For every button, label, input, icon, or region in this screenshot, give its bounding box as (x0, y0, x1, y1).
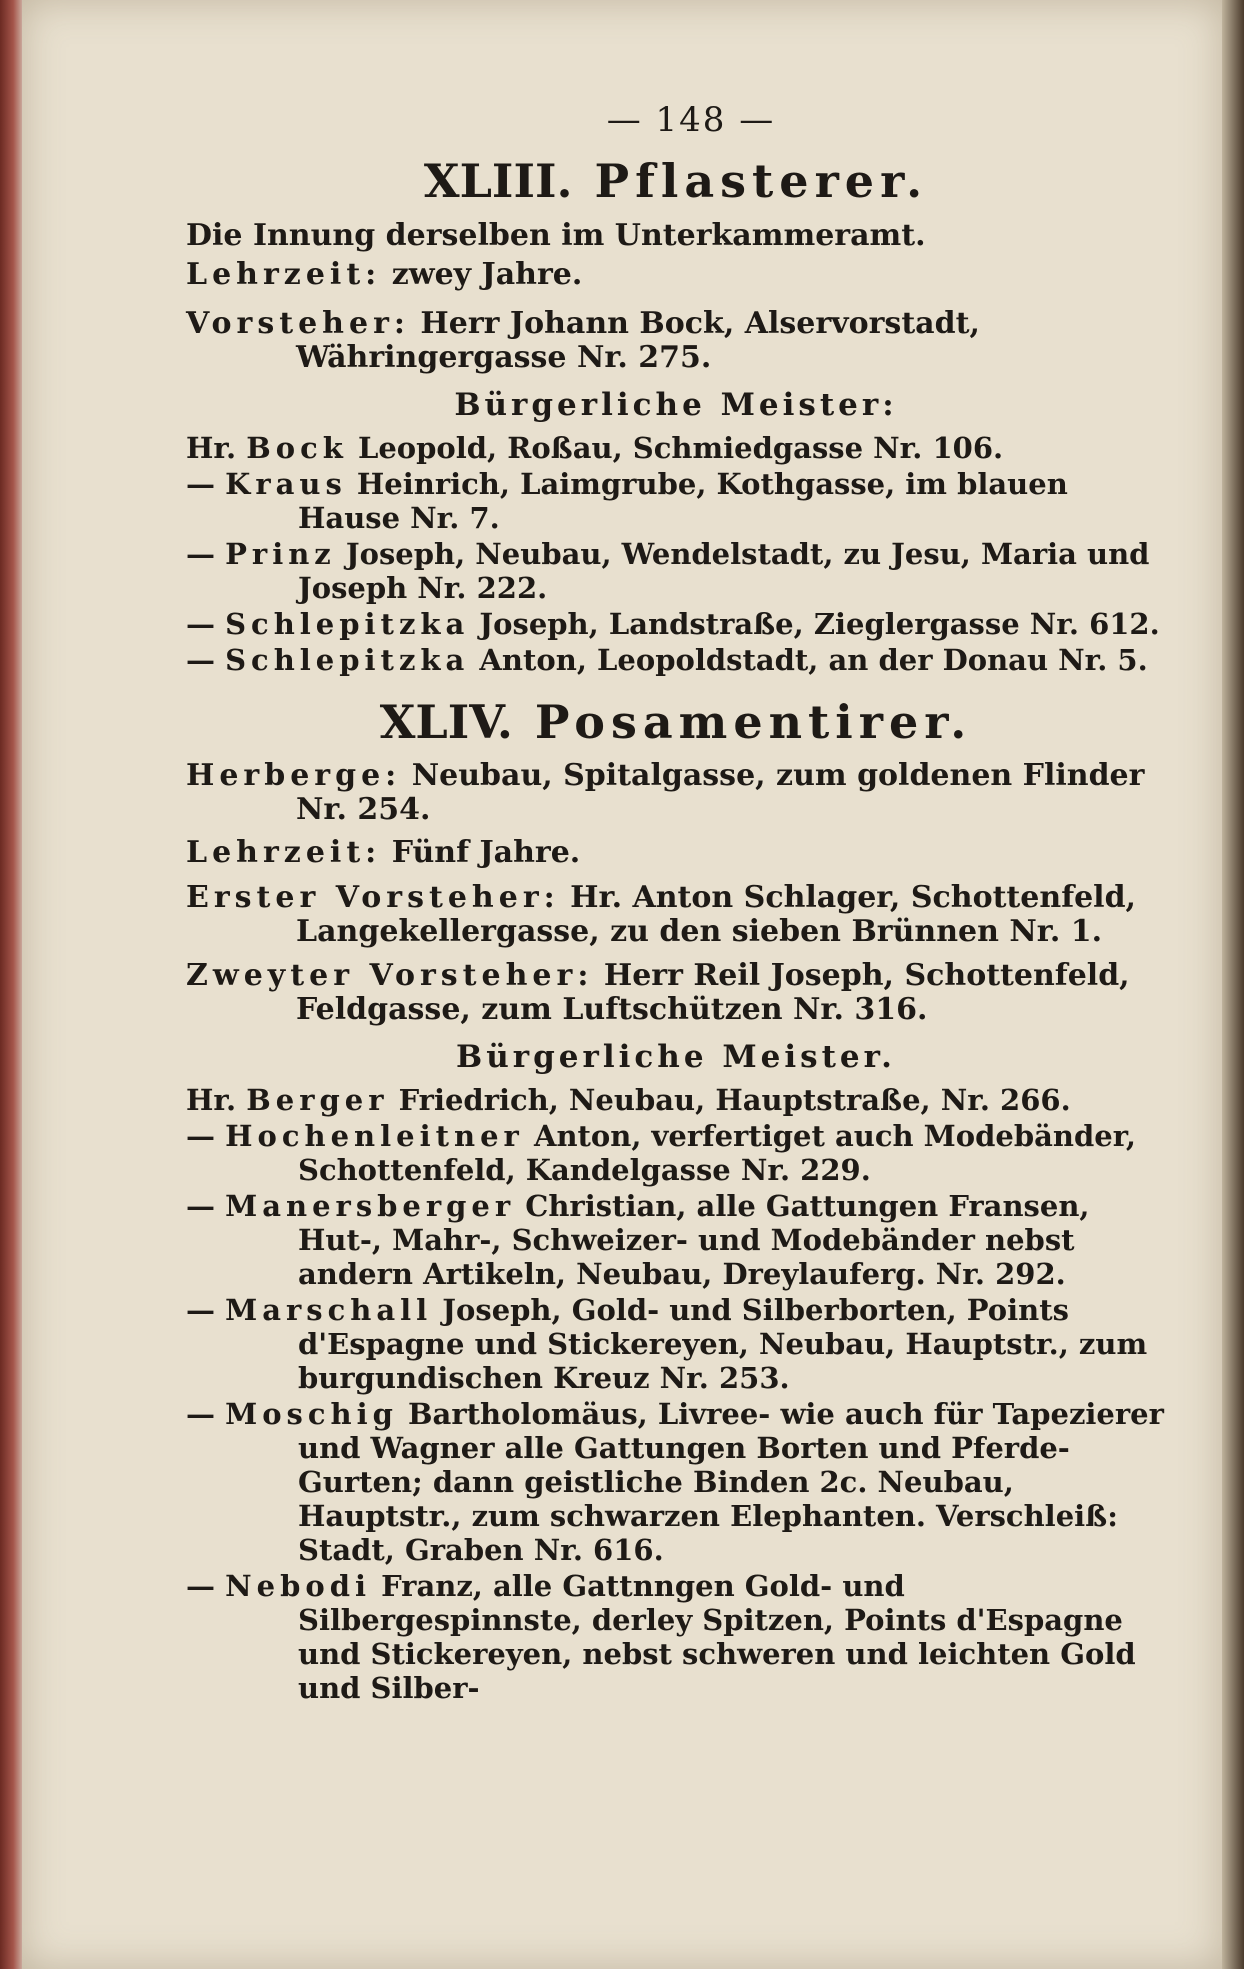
vorsteher-label: Vorsteher: (186, 306, 410, 341)
section-title-pflasterer (186, 154, 1166, 208)
erster-vorsteher-label: Erster Vorsteher: (186, 880, 560, 915)
lehrzeit-value: zwey Jahre. (391, 257, 583, 292)
herberge-line (186, 759, 1166, 827)
zweyter-vorsteher-label: Zweyter Vorsteher: (186, 958, 594, 993)
herberge-value: Neubau, Spitalgasse, zum goldenen Flinder Nr. 254. (296, 758, 1145, 827)
entry-rest: Friedrich, Neubau, Hauptstraße, Nr. 266. (398, 1083, 1071, 1117)
subhead-meister: Bürgerliche Meister. (456, 1039, 896, 1075)
entry-rest: Leopold, Roßau, Schmiedgasse Nr. 106. (357, 431, 1004, 465)
entry-prefix: Hr. (186, 1083, 237, 1117)
entry-prefix: — (186, 1569, 215, 1603)
entry-rest: Anton, verfertiget auch Modebänder, Schottenfeld, Kandelgasse Nr. 229. (298, 1119, 1136, 1187)
entry-rest: Bartholomäus, Livree- wie auch für Tapezierer und Wagner alle Gattungen Borten und Pferde-Gurten; dann geistliche Binden 2c. Neubau, Hauptstr., zum schwarzen Elephanten. Verschleiß: Stadt, Graben Nr. 616. (298, 1397, 1164, 1567)
entry-prefix: — (186, 537, 215, 571)
lehrzeit-line (186, 835, 1166, 871)
entry-prefix: — (186, 1397, 215, 1431)
entry-prefix: — (186, 1293, 215, 1327)
entry-prefix: — (186, 1189, 215, 1223)
zweyter-vorsteher-line (186, 959, 1166, 1027)
entry-prefix: — (186, 643, 215, 677)
guild-line: Die Innung derselben im Unterkammeramt. (186, 218, 926, 253)
list-item (186, 431, 1166, 465)
list-item (186, 537, 1166, 605)
entry-rest: Christian, alle Gattungen Fransen, Hut-, Mahr-, Schweizer- und Modebänder nebst andern Artikeln, Neubau, Dreylauferg. Nr. 292. (298, 1189, 1090, 1291)
lehrzeit-value: Fünf Jahre. (391, 835, 581, 870)
page-edge-right (1222, 0, 1244, 1969)
erster-vorsteher-line (186, 881, 1166, 949)
entry-prefix: — (186, 607, 215, 641)
erster-vorsteher-value: Hr. Anton Schlager, Schottenfeld, Langekellergasse, zu den sieben Brünnen Nr. 1. (296, 880, 1136, 949)
entry-rest: Franz, alle Gattnngen Gold- und Silbergespinnste, derley Spitzen, Points d'Espagne und Stickereyen, nebst schweren und leichten Gold und Silber- (298, 1569, 1136, 1705)
section-number: XLIII. (423, 154, 573, 208)
herberge-label: Herberge: (186, 758, 402, 793)
list-item (186, 1397, 1166, 1567)
lehrzeit-label: Lehrzeit: (186, 835, 382, 870)
list-item (186, 1083, 1166, 1117)
entry-name: Hochenleitner (225, 1119, 524, 1153)
zweyter-vorsteher-value: Herr Reil Joseph, Schottenfeld, Feldgasse, zum Luftschützen Nr. 316. (296, 958, 1130, 1027)
entry-name: Moschig (225, 1397, 398, 1431)
entry-prefix: — (186, 1119, 215, 1153)
vorsteher-value: Herr Johann Bock, Alservorstadt, Währingergasse Nr. 275. (296, 306, 980, 375)
entry-name: Prinz (225, 537, 336, 571)
section-name: Posamentirer. (534, 695, 973, 749)
list-item (186, 643, 1166, 677)
list-item (186, 607, 1166, 641)
list-item (186, 1293, 1166, 1395)
list-item (186, 1119, 1166, 1187)
list-item (186, 1569, 1166, 1705)
entry-name: Marschall (225, 1293, 433, 1327)
page-content (186, 100, 1166, 1707)
entry-rest: Heinrich, Laimgrube, Kothgasse, im blauen Hause Nr. 7. (298, 467, 1068, 535)
entry-rest: Joseph, Neubau, Wendelstadt, zu Jesu, Maria und Joseph Nr. 222. (298, 537, 1150, 605)
lehrzeit-line (186, 257, 1166, 293)
entry-rest: Joseph, Gold- und Silberborten, Points d'Espagne und Stickereyen, Neubau, Hauptstr., zum burgundischen Kreuz Nr. 253. (298, 1293, 1148, 1395)
entry-name: Nebodi (225, 1569, 371, 1603)
subhead-meister: Bürgerliche Meister: (454, 387, 898, 423)
entry-name: Schlepitzka (225, 643, 470, 677)
entry-name: Berger (246, 1083, 389, 1117)
vorsteher-line (186, 307, 1166, 375)
entry-prefix: Hr. (186, 431, 237, 465)
entry-prefix: — (186, 467, 215, 501)
entry-name: Schlepitzka (225, 607, 470, 641)
section-title-posamentirer (186, 695, 1166, 749)
entry-rest: Anton, Leopoldstadt, an der Donau Nr. 5. (479, 643, 1148, 677)
lehrzeit-label: Lehrzeit: (186, 257, 382, 292)
page-edge-left (0, 0, 22, 1969)
list-item (186, 1189, 1166, 1291)
entry-name: Manersberger (225, 1189, 516, 1223)
page-number: — 148 — (606, 100, 776, 140)
entry-rest: Joseph, Landstraße, Zieglergasse Nr. 612. (479, 607, 1160, 641)
entry-name: Bock (246, 431, 348, 465)
section-number: XLIV. (379, 695, 513, 749)
section-name: Pflasterer. (594, 154, 929, 208)
list-item (186, 467, 1166, 535)
entry-name: Kraus (225, 467, 347, 501)
